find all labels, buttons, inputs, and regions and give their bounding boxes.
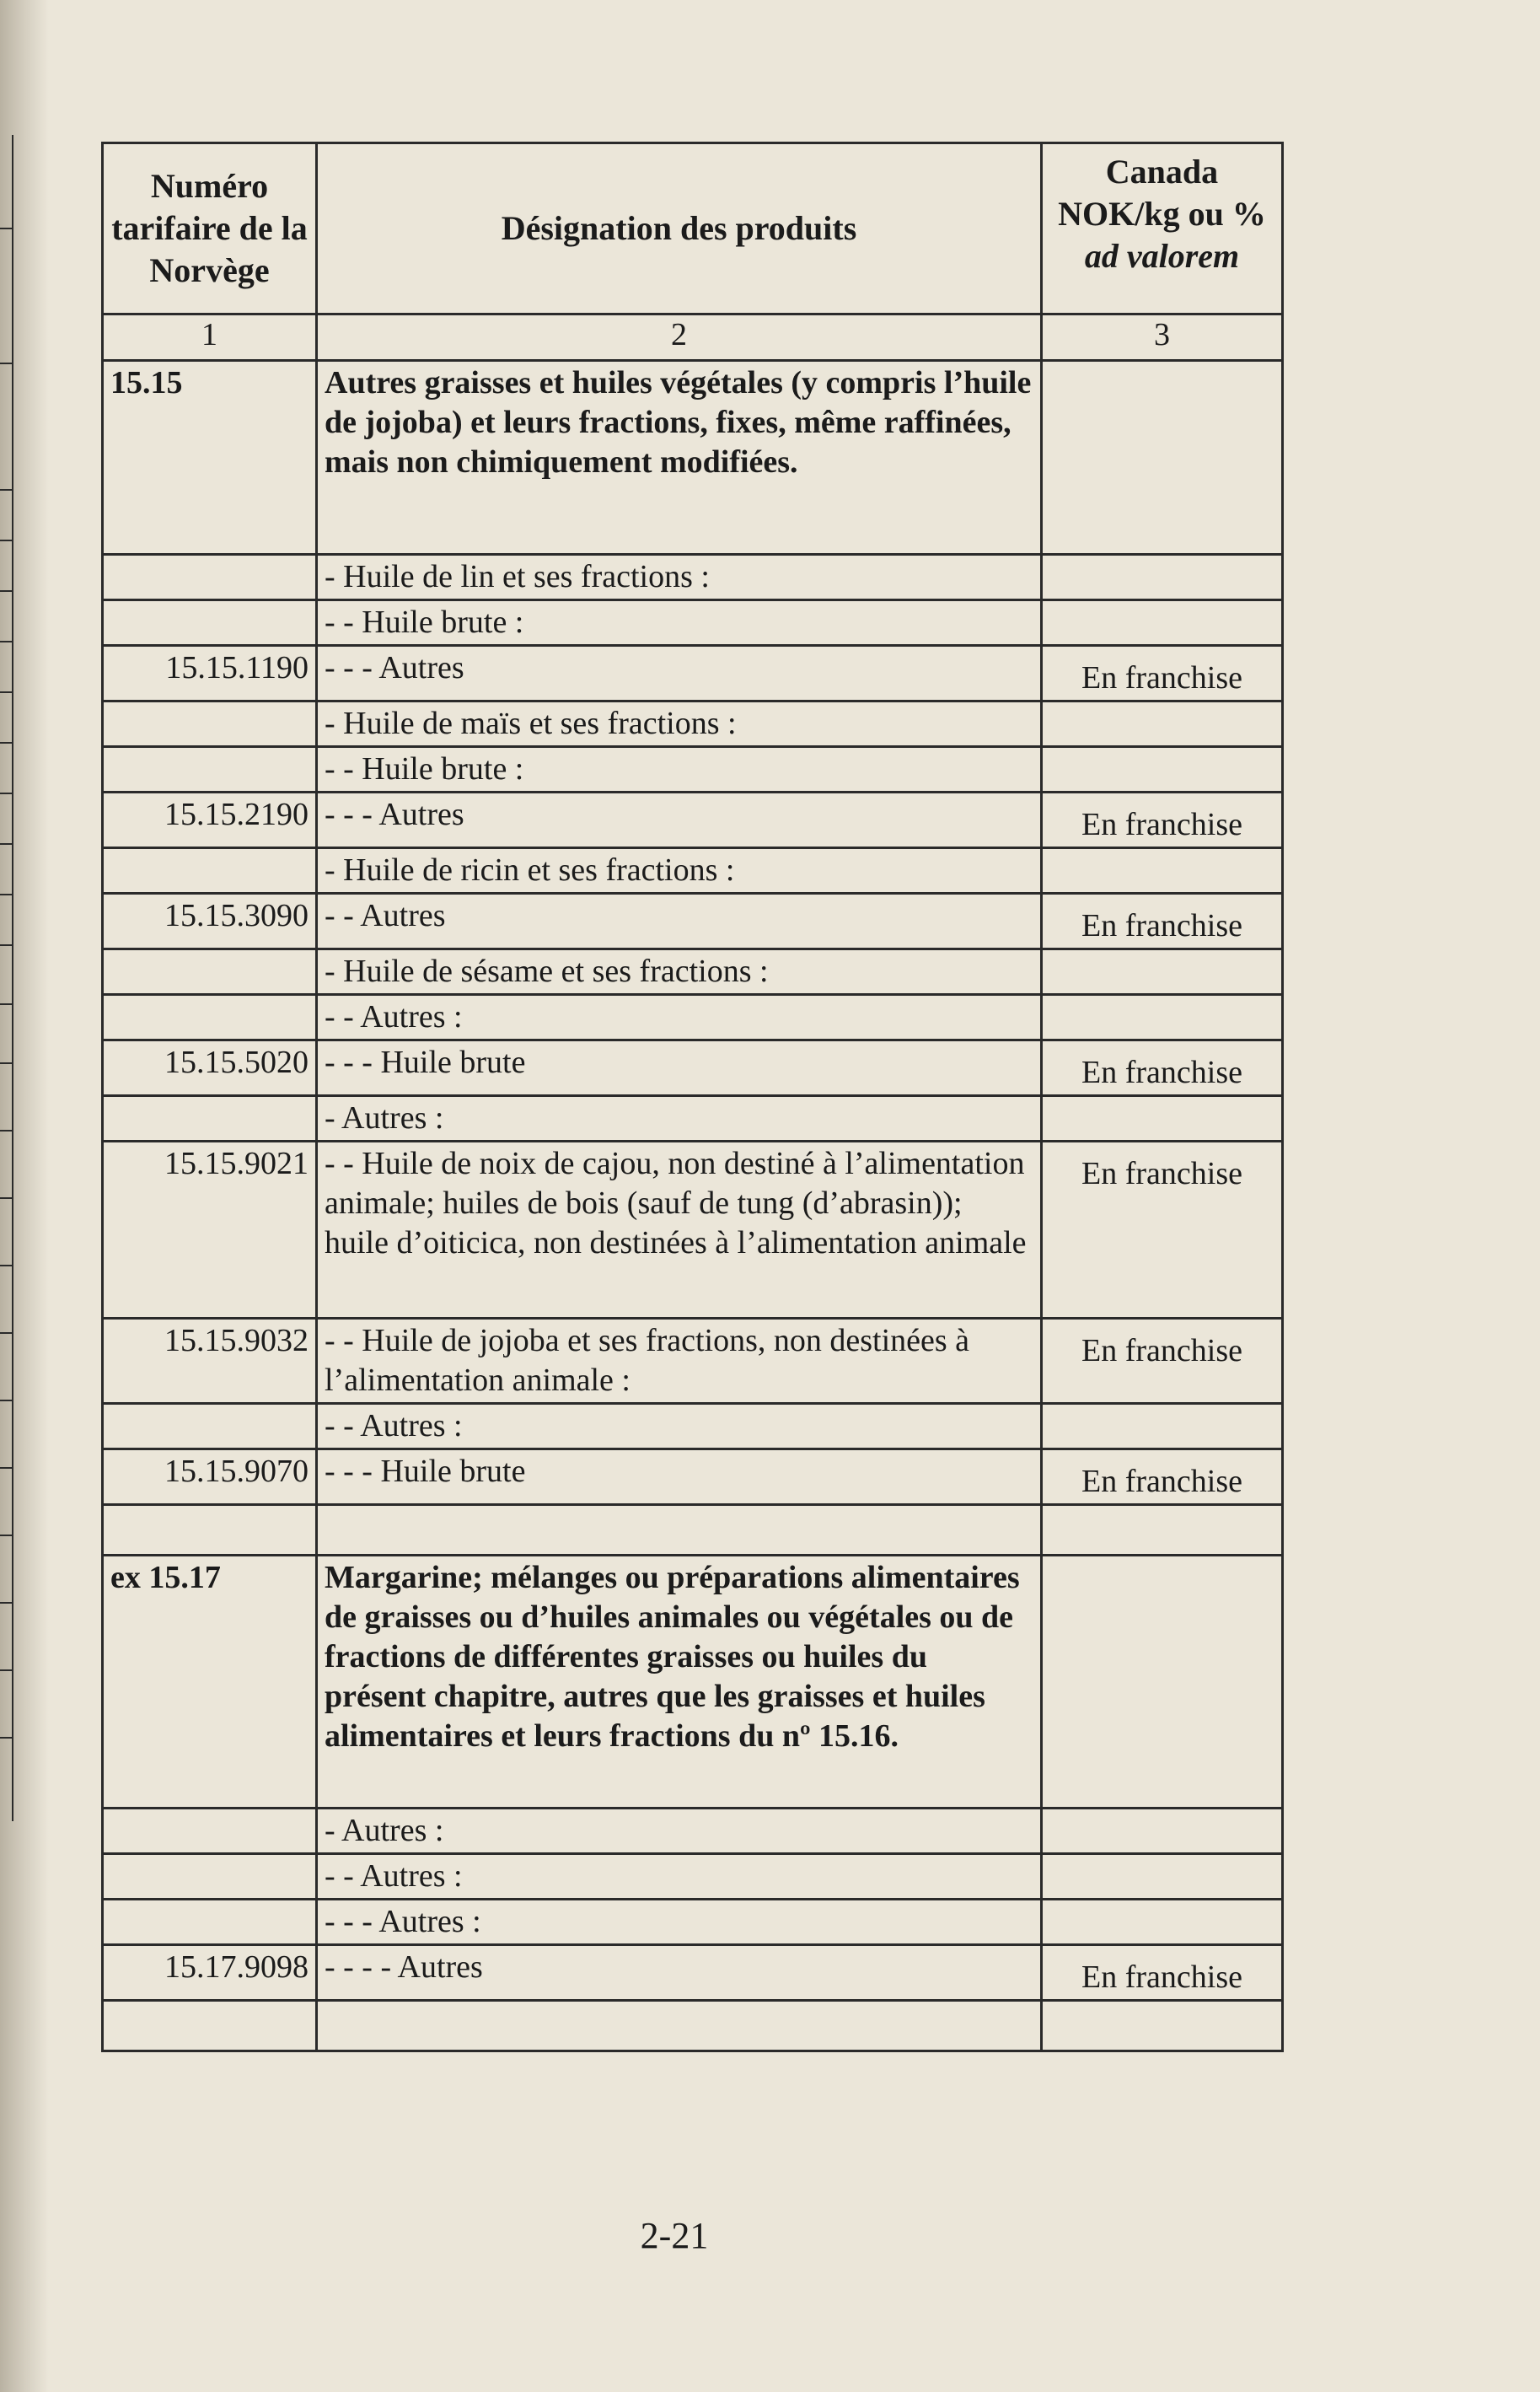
tariff-number-cell: 15.15.5020: [103, 1040, 317, 1096]
tariff-number-cell: 15.15.9032: [103, 1319, 317, 1404]
canada-rate-cell: [1042, 1096, 1283, 1142]
product-designation-cell: - - - Autres: [317, 793, 1042, 848]
table-row: [103, 1556, 1283, 1809]
tariff-number-cell: [103, 2001, 317, 2051]
tariff-number-cell: [103, 1096, 317, 1142]
table-row: [103, 747, 1283, 793]
tariff-number-cell: 15.15.3090: [103, 894, 317, 949]
product-designation-cell: - - Huile brute :: [317, 600, 1042, 646]
tariff-number-cell: [103, 555, 317, 600]
product-designation-cell: - Huile de ricin et ses fractions :: [317, 848, 1042, 894]
table-header-row: [103, 143, 1283, 314]
product-designation-cell: - - - Autres: [317, 646, 1042, 701]
canada-rate-cell: [1042, 1900, 1283, 1945]
product-designation-cell: - - - - Autres: [317, 1945, 1042, 2001]
canada-rate-cell: En franchise: [1042, 1319, 1283, 1404]
canada-rate-cell: En franchise: [1042, 1142, 1283, 1319]
product-designation-cell: Autres graisses et huiles végétales (y compris l’huile de jojoba) et leurs fractions, fixes, même raffinées, mais non chimiquement modifiées.: [317, 361, 1042, 555]
canada-rate-cell: [1042, 1404, 1283, 1449]
table-row: [103, 894, 1283, 949]
tariff-number-cell: [103, 1854, 317, 1900]
header-tariff-number: Numéro tarifaire de la Norvège: [103, 143, 317, 314]
tariff-number-cell: 15.15: [103, 361, 317, 555]
column-number-3: 3: [1042, 314, 1283, 361]
table-row: [103, 2001, 1283, 2051]
product-designation-cell: - Autres :: [317, 1096, 1042, 1142]
table-row: [103, 1319, 1283, 1404]
canada-rate-cell: [1042, 949, 1283, 995]
header-ad-valorem: ad valorem: [1084, 237, 1240, 275]
tariff-number-cell: 15.15.9021: [103, 1142, 317, 1319]
product-designation-cell: - - - Autres :: [317, 1900, 1042, 1945]
canada-rate-cell: [1042, 747, 1283, 793]
page-number: 2-21: [640, 2215, 709, 2256]
canada-rate-cell: [1042, 1809, 1283, 1854]
tariff-number-cell: [103, 1404, 317, 1449]
table-row: [103, 1040, 1283, 1096]
tariff-table: [101, 142, 1284, 2052]
table-row: [103, 793, 1283, 848]
canada-rate-cell: En franchise: [1042, 1945, 1283, 2001]
product-designation-cell: - - Huile de noix de cajou, non destiné à l’alimentation animale; huiles de bois (sauf de tung (d’abrasin)); huile d’oiticica, non destinées à l’alimentation animale: [317, 1142, 1042, 1319]
table-row: [103, 1900, 1283, 1945]
product-designation-cell: - - Autres :: [317, 1854, 1042, 1900]
tariff-number-cell: 15.17.9098: [103, 1945, 317, 2001]
header-canada-rate: [1042, 143, 1283, 314]
tariff-number-cell: 15.15.9070: [103, 1449, 317, 1505]
canada-rate-cell: En franchise: [1042, 1449, 1283, 1505]
table-row: [103, 1945, 1283, 2001]
canada-rate-cell: [1042, 361, 1283, 555]
canada-rate-cell: En franchise: [1042, 793, 1283, 848]
table-row: [103, 1449, 1283, 1505]
tariff-number-cell: 15.15.2190: [103, 793, 317, 848]
product-designation-cell: - Huile de maïs et ses fractions :: [317, 701, 1042, 747]
table-row: [103, 1142, 1283, 1319]
tariff-number-cell: [103, 848, 317, 894]
product-designation-cell: - - Huile de jojoba et ses fractions, non destinées à l’alimentation animale :: [317, 1319, 1042, 1404]
table-row: [103, 1809, 1283, 1854]
column-number-2: 2: [317, 314, 1042, 361]
canada-rate-cell: [1042, 1505, 1283, 1556]
canada-rate-cell: En franchise: [1042, 1040, 1283, 1096]
table-row: [103, 1505, 1283, 1556]
adjacent-page-edge: [0, 135, 13, 1821]
canada-rate-cell: [1042, 995, 1283, 1040]
tariff-number-cell: [103, 995, 317, 1040]
canada-rate-cell: [1042, 2001, 1283, 2051]
tariff-number-cell: ex 15.17: [103, 1556, 317, 1809]
product-designation-cell: - - Autres :: [317, 1404, 1042, 1449]
column-number-row: [103, 314, 1283, 361]
tariff-number-cell: [103, 600, 317, 646]
canada-rate-cell: En franchise: [1042, 646, 1283, 701]
table-row: [103, 1404, 1283, 1449]
canada-rate-cell: [1042, 848, 1283, 894]
table-row: [103, 1854, 1283, 1900]
header-product-designation: Désignation des produits: [317, 143, 1042, 314]
tariff-number-cell: [103, 1900, 317, 1945]
product-designation-cell: - Autres :: [317, 1809, 1042, 1854]
product-designation-cell: - - Huile brute :: [317, 747, 1042, 793]
column-number-1: 1: [103, 314, 317, 361]
tariff-number-cell: [103, 1809, 317, 1854]
product-designation-cell: - - - Huile brute: [317, 1449, 1042, 1505]
canada-rate-cell: [1042, 701, 1283, 747]
table-row: [103, 1096, 1283, 1142]
product-designation-cell: [317, 1505, 1042, 1556]
header-canada-rate-units: Canada NOK/kg ou %: [1058, 153, 1266, 233]
canada-rate-cell: En franchise: [1042, 894, 1283, 949]
product-designation-cell: - Huile de lin et ses fractions :: [317, 555, 1042, 600]
table-row: [103, 701, 1283, 747]
tariff-number-cell: [103, 747, 317, 793]
table-row: [103, 949, 1283, 995]
canada-rate-cell: [1042, 600, 1283, 646]
canada-rate-cell: [1042, 1556, 1283, 1809]
product-designation-cell: - - - Huile brute: [317, 1040, 1042, 1096]
tariff-number-cell: 15.15.1190: [103, 646, 317, 701]
tariff-number-cell: [103, 1505, 317, 1556]
table-row: [103, 555, 1283, 600]
product-designation-cell: - Huile de sésame et ses fractions :: [317, 949, 1042, 995]
product-designation-cell: Margarine; mélanges ou préparations alimentaires de graisses ou d’huiles animales ou végétales ou de fractions de différentes graisses ou huiles du présent chapitre, autres que les graisses et huiles alimentaires et leurs fractions du nº 15.16.: [317, 1556, 1042, 1809]
table-row: [103, 646, 1283, 701]
table-row: [103, 361, 1283, 555]
product-designation-cell: - - Autres :: [317, 995, 1042, 1040]
tariff-number-cell: [103, 701, 317, 747]
canada-rate-cell: [1042, 1854, 1283, 1900]
table-row: [103, 600, 1283, 646]
canada-rate-cell: [1042, 555, 1283, 600]
table-row: [103, 995, 1283, 1040]
table-row: [103, 848, 1283, 894]
product-designation-cell: - - Autres: [317, 894, 1042, 949]
product-designation-cell: [317, 2001, 1042, 2051]
tariff-number-cell: [103, 949, 317, 995]
